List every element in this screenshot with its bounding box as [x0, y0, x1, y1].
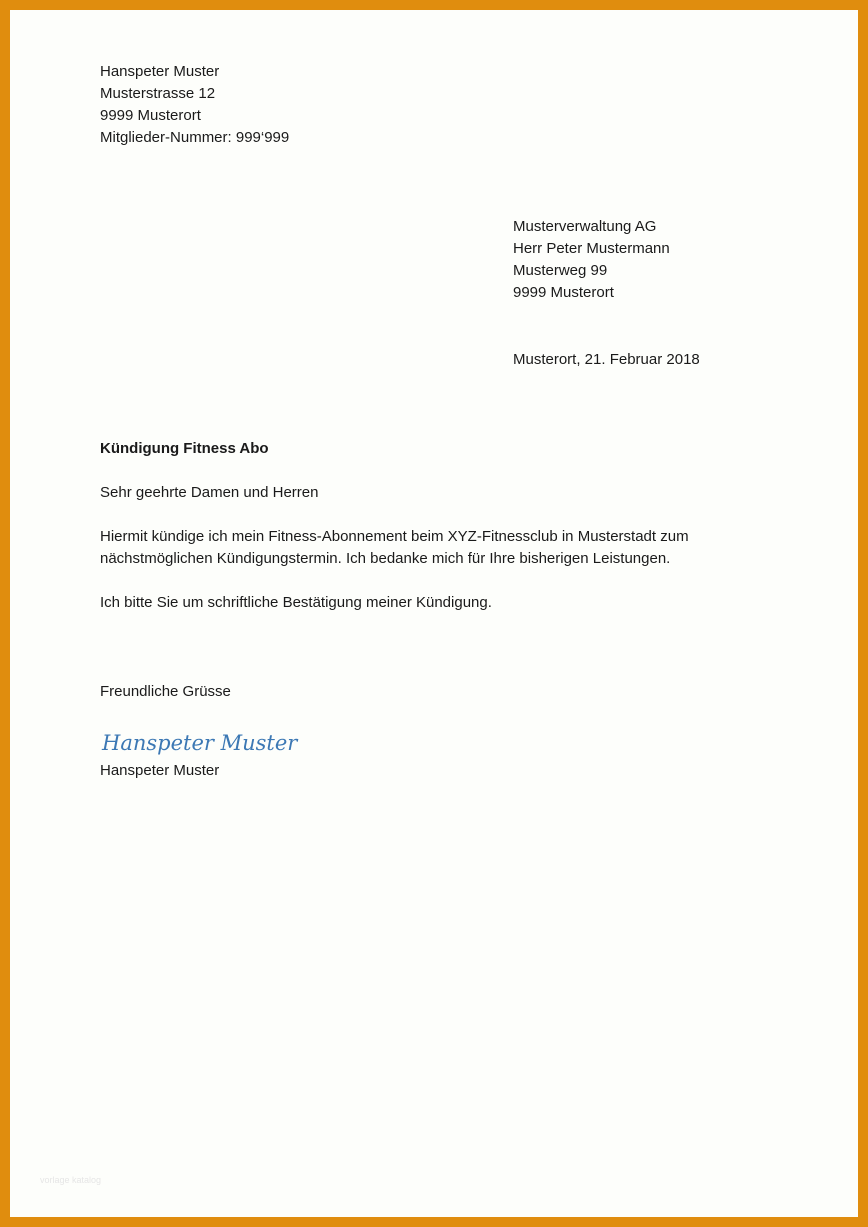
- sender-address: [100, 61, 289, 149]
- body-paragraph-1-line-2: nächstmöglichen Kündigungstermin. Ich bedanke mich für Ihre bisherigen Leistungen.: [100, 550, 671, 567]
- recipient-city: 9999 Musterort: [513, 284, 614, 301]
- recipient-address: [513, 216, 670, 304]
- body-paragraph-1: [100, 526, 689, 570]
- closing-line: Freundliche Grüsse: [100, 683, 231, 700]
- recipient-company: Musterverwaltung AG: [513, 218, 657, 235]
- signature-text: Hanspeter Muster: [102, 731, 298, 755]
- subject-line: Kündigung Fitness Abo: [100, 440, 269, 457]
- sender-member-number: Mitglieder-Nummer: 999‘999: [100, 129, 290, 146]
- body-paragraph-2: Ich bitte Sie um schriftliche Bestätigung meiner Kündigung.: [100, 594, 492, 611]
- body-paragraph-1-line-1: Hiermit kündige ich mein Fitness-Abonnement beim XYZ-Fitnessclub in Musterstadt zum: [100, 528, 689, 545]
- recipient-contact: Herr Peter Mustermann: [513, 240, 670, 257]
- letter-page: [10, 10, 858, 1217]
- sender-name: Hanspeter Muster: [100, 63, 220, 80]
- handwritten-signature: [100, 723, 300, 759]
- salutation: Sehr geehrte Damen und Herren: [100, 484, 319, 501]
- printed-signer-name: Hanspeter Muster: [100, 762, 220, 779]
- watermark: vorlage katalog: [40, 1175, 102, 1185]
- sender-street: Musterstrasse 12: [100, 85, 216, 102]
- sender-city: 9999 Musterort: [100, 107, 201, 124]
- recipient-street: Musterweg 99: [513, 262, 608, 279]
- date-line: Musterort, 21. Februar 2018: [513, 351, 700, 368]
